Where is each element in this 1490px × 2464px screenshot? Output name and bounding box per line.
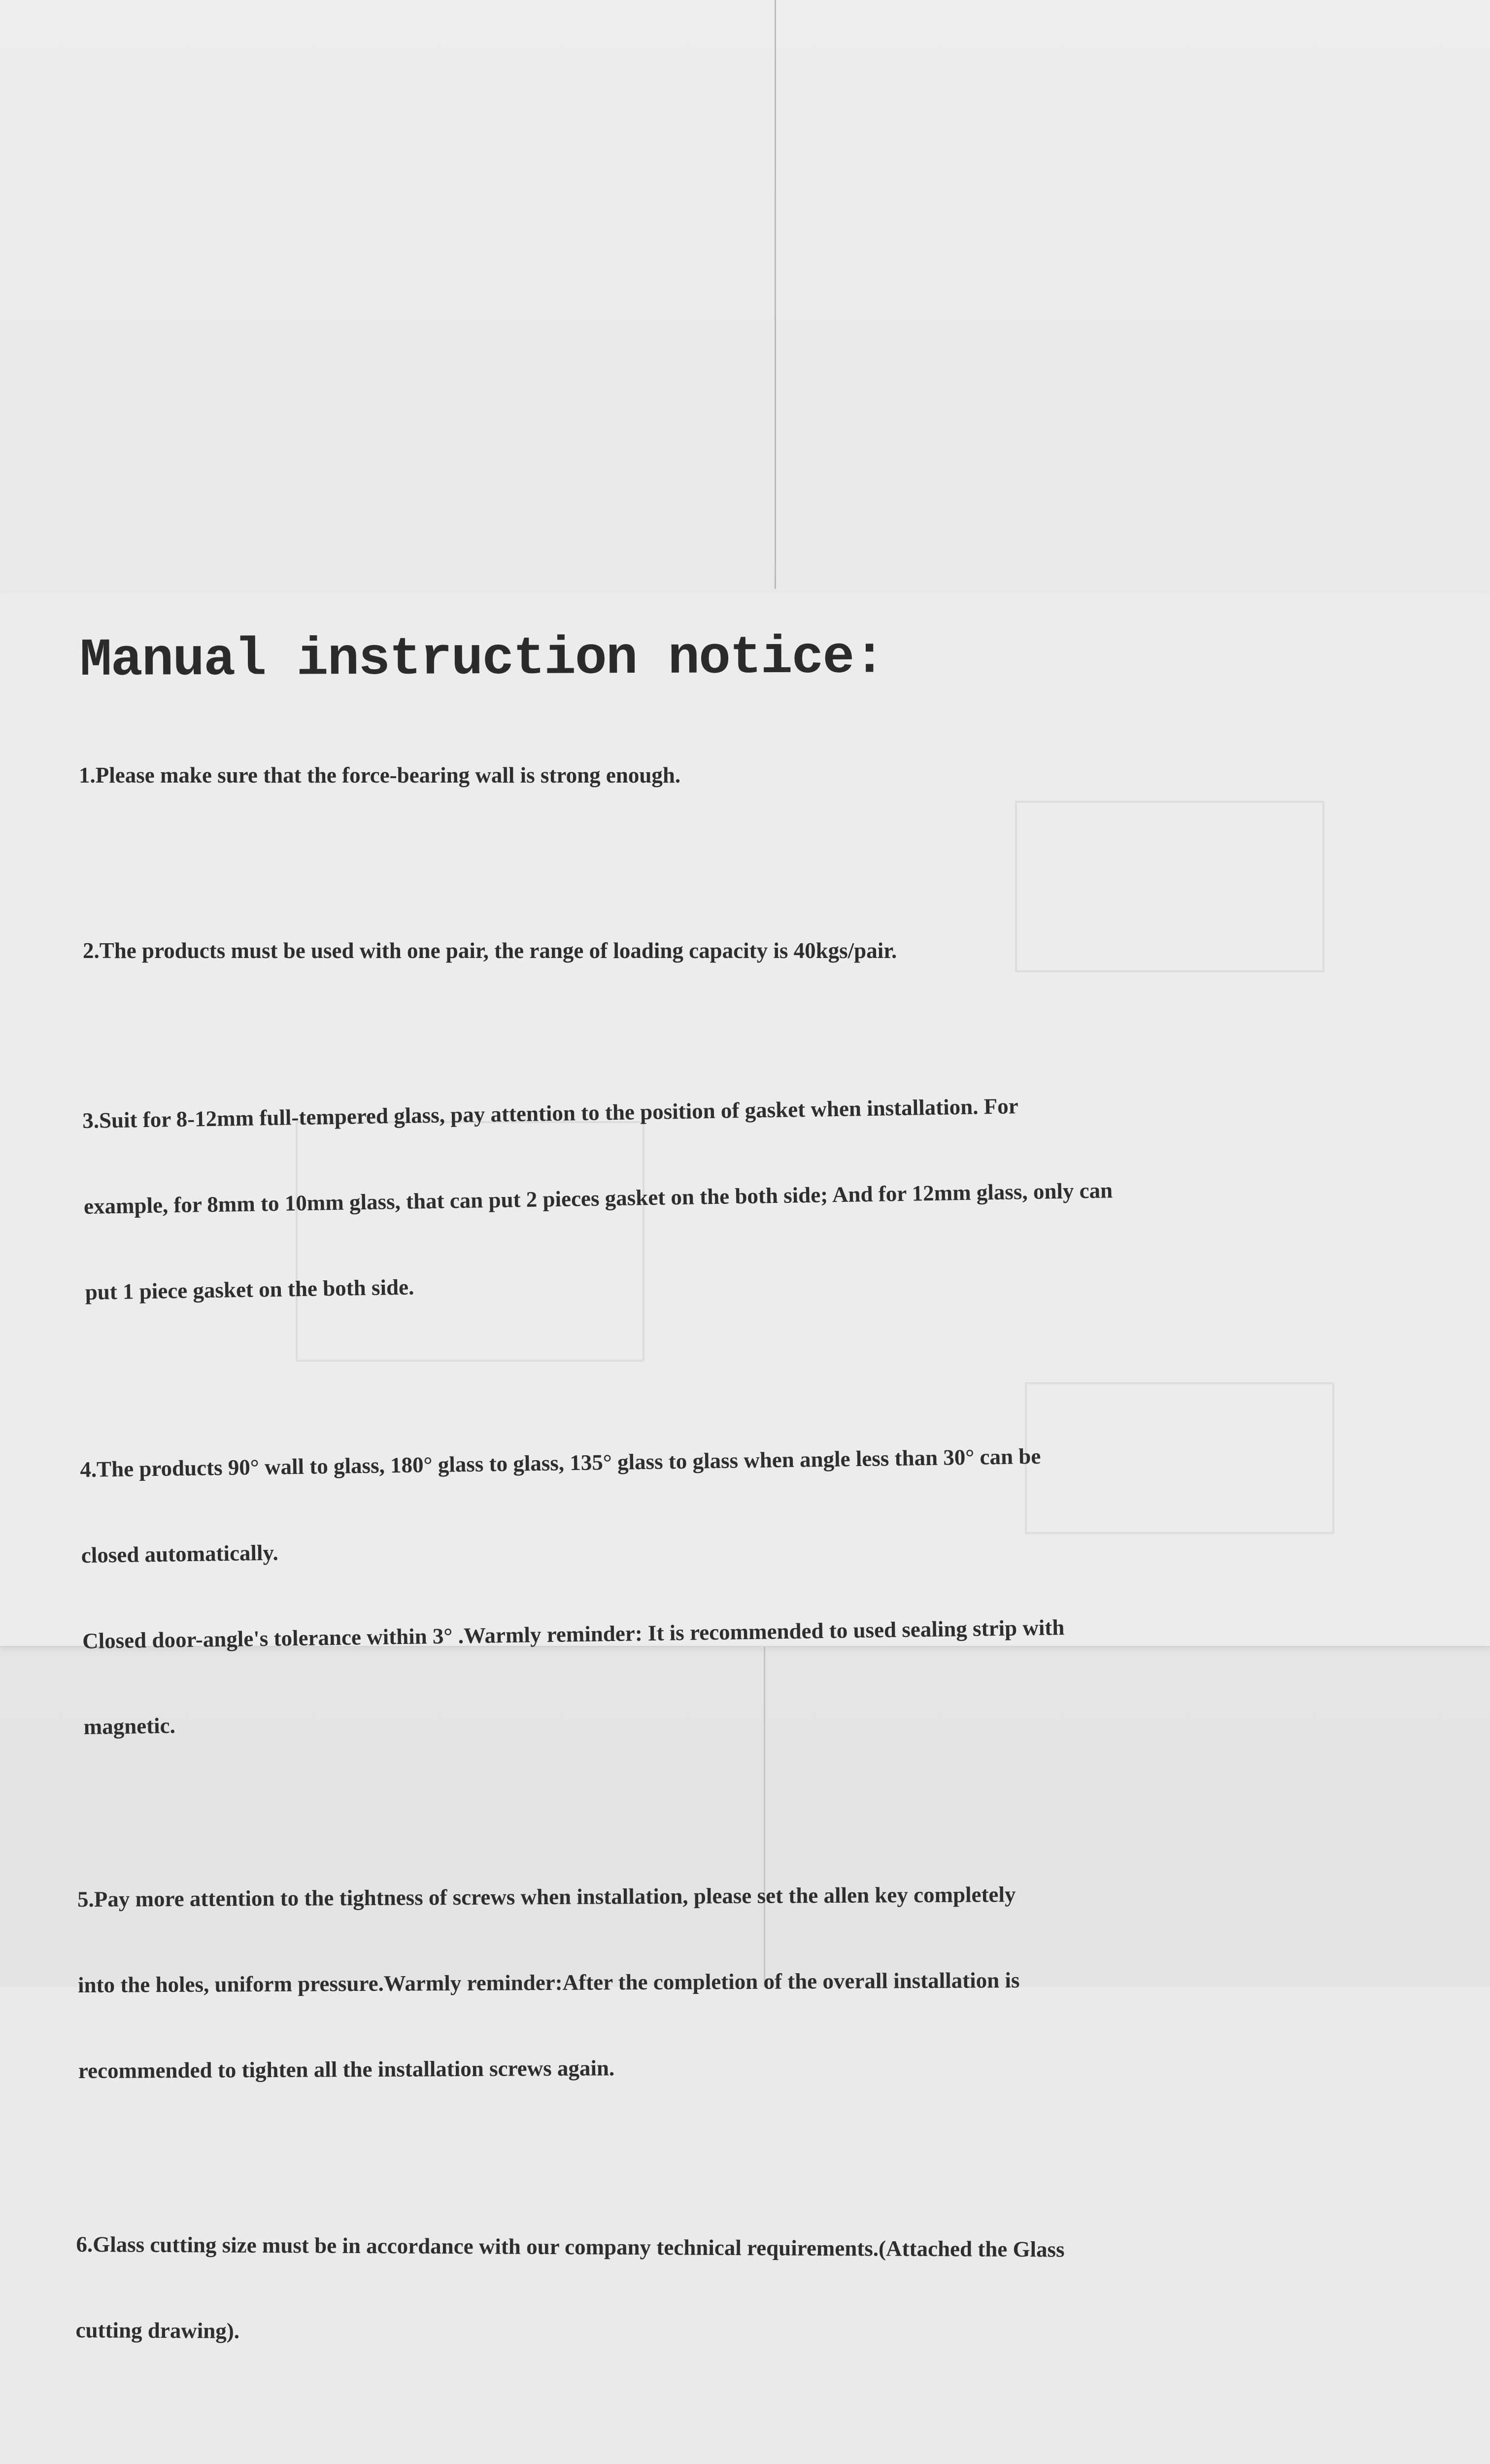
instruction-line: example, for 8mm to 10mm glass, that can put 2 pieces gasket on the both side; And for 12mm glass, only can bbox=[83, 1178, 1113, 1219]
instruction-item bbox=[81, 1028, 1407, 1364]
instruction-line: 5.Pay more attention to the tightness of screws when installation, please set the allen key completely bbox=[77, 1882, 1016, 1912]
instruction-item bbox=[73, 2432, 1405, 2464]
instruction-item bbox=[75, 2173, 1405, 2408]
instruction-line: into the holes, uniform pressure.Warmly reminder:After the completion of the overall installation is bbox=[77, 1967, 1020, 1997]
instruction-item bbox=[79, 1380, 1407, 1798]
instruction-line: cutting drawing). bbox=[75, 2317, 240, 2343]
instruction-line: 3.Suit for 8-12mm full-tempered glass, pay attention to the position of gasket when installation. For bbox=[82, 1094, 1019, 1133]
instruction-item bbox=[83, 879, 1404, 1022]
instruction-item bbox=[77, 1821, 1405, 2142]
instruction-line: 6.Glass cutting size must be in accordance with our company technical requirements.(Attached the Glass bbox=[76, 2232, 1065, 2262]
instruction-document bbox=[74, 628, 1404, 2464]
fold-line bbox=[775, 0, 776, 589]
document-title: Manual instruction notice: bbox=[79, 628, 885, 691]
instruction-item bbox=[79, 704, 1404, 847]
instruction-line: 1.Please make sure that the force-bearing wall is strong enough. bbox=[79, 763, 681, 787]
instruction-line: magnetic. bbox=[83, 1713, 176, 1739]
instruction-line: put 1 piece gasket on the both side. bbox=[85, 1274, 414, 1304]
instruction-line: 4.The products 90° wall to glass, 180° glass to glass, 135° glass to glass when angle less than 30° can be bbox=[80, 1443, 1041, 1482]
instruction-line: recommended to tighten all the installation screws again. bbox=[78, 2055, 615, 2083]
instruction-line: Closed door-angle's tolerance within 3° .Warmly reminder: It is recommended to used sealing strip with bbox=[82, 1615, 1065, 1653]
instruction-line: closed automatically. bbox=[81, 1540, 279, 1568]
instruction-line: 2.The products must be used with one pair, the range of loading capacity is 40kgs/pair. bbox=[83, 938, 897, 963]
